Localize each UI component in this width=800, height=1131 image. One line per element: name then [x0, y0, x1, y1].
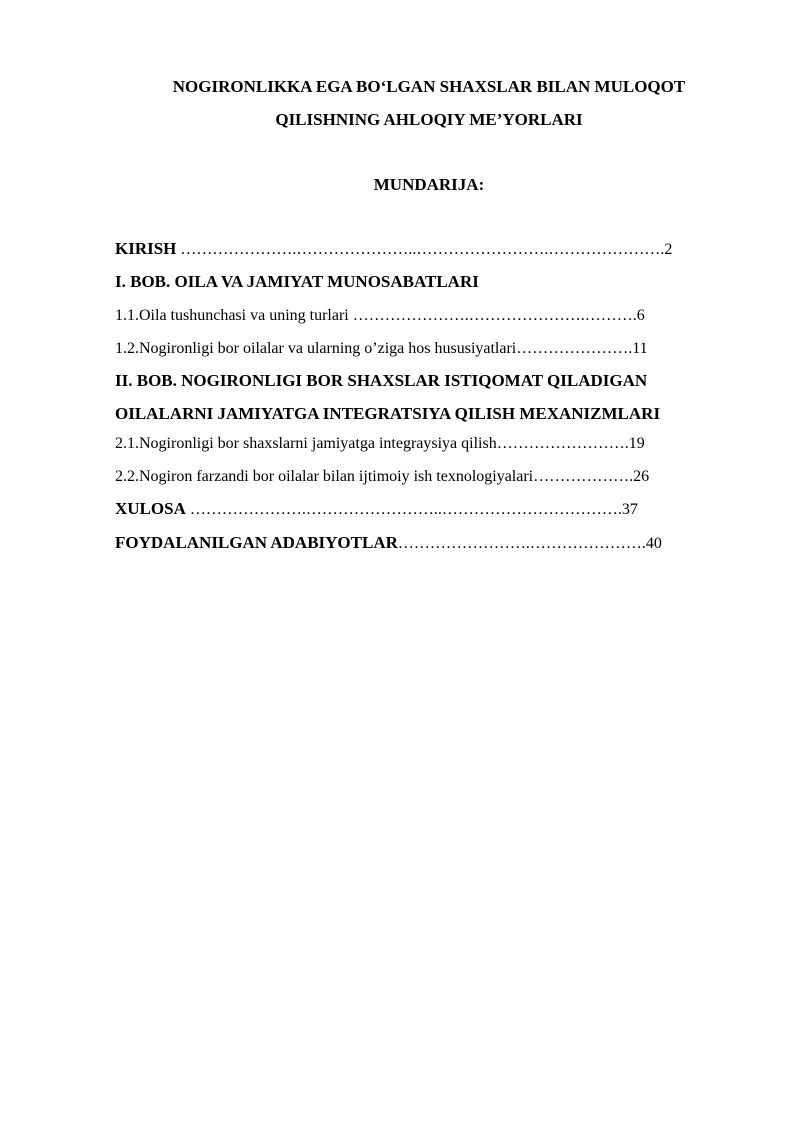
toc-page-number: 2: [664, 241, 673, 258]
toc-chapter-2-heading-line-2: OILALARNI JAMIYATGA INTEGRATSIYA QILISH MEXANIZMLARI: [115, 404, 661, 423]
toc-leader-dots: ………………….………………….……….: [348, 307, 637, 324]
toc-leader-dots: …………………….: [496, 435, 629, 452]
toc-page-number: 37: [621, 501, 638, 518]
toc-entry-2-2: [115, 467, 649, 487]
toc-page-number: 19: [628, 435, 645, 452]
toc-leader-dots: …………………….………………….: [397, 535, 646, 552]
toc-entry-label: KIRISH: [115, 239, 177, 258]
toc-page-number: 6: [636, 307, 645, 324]
toc-entry-label: FOYDALANILGAN ADABIYOTLAR: [115, 533, 398, 552]
toc-entry-1-1: [115, 306, 645, 326]
toc-entry-xulosa: [115, 499, 638, 520]
toc-chapter-2-heading-line-1: II. BOB. NOGIRONLIGI BOR SHAXSLAR ISTIQOMAT QILADIGAN: [115, 371, 648, 390]
toc-entry-label: 1.1.Oila tushunchasi va uning turlari: [115, 307, 349, 324]
toc-entry-kirish: [115, 239, 672, 260]
toc-entry-label: 2.2.Nogiron farzandi bor oilalar bilan ijtimoiy ish texnologiyalari: [115, 468, 534, 485]
toc-leader-dots: ……………….: [533, 468, 634, 485]
toc-page-number: 40: [645, 535, 662, 552]
toc-leader-dots: ………………….: [516, 340, 633, 357]
toc-entry-label: 1.2.Nogironligi bor oilalar va ularning o’ziga hos hususiyatlari: [115, 340, 517, 357]
toc-entry-label: XULOSA: [115, 499, 186, 518]
toc-leader-dots: ………………….…………………..…………………….………………….: [176, 241, 665, 258]
toc-entry-label: 2.1.Nogironligi bor shaxslarni jamiyatga integraysiya qilish: [115, 435, 497, 452]
toc-entry-1-2: [115, 339, 648, 359]
toc-entry-2-1: [115, 434, 645, 454]
toc-leader-dots: ………………….……………………..…………………………….: [185, 501, 622, 518]
toc-entry-adabiyotlar: [115, 533, 662, 554]
toc-heading: MUNDARIJA:: [373, 175, 485, 194]
toc-page-number: 26: [633, 468, 650, 485]
document-title-line-2: QILISHNING AHLOQIY ME’YORLARI: [275, 110, 583, 129]
toc-chapter-1-heading: I. BOB. OILA VA JAMIYAT MUNOSABATLARI: [115, 272, 479, 291]
document-title-line-1: NOGIRONLIKKA EGA BO‘LGAN SHAXSLAR BILAN MULOQOT: [172, 77, 686, 96]
toc-page-number: 11: [632, 340, 648, 357]
